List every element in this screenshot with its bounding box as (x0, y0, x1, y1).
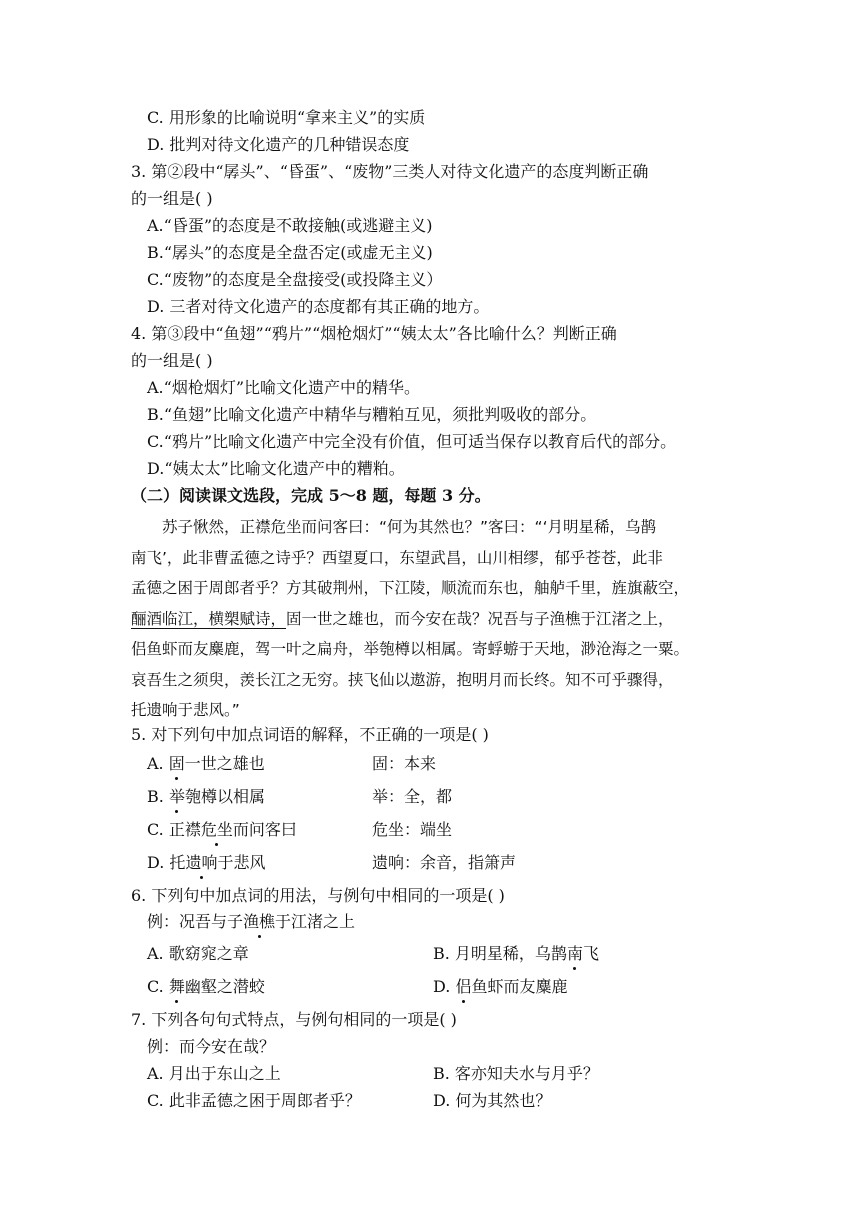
q5-gloss-c: 危坐：端坐 (372, 820, 453, 839)
q5-option-c: C. 正襟危坐而问客曰 (147, 818, 297, 842)
dotted-word: 遗响 (185, 851, 217, 875)
dotted-word: 举 (169, 785, 185, 809)
q7-option-b: B. 客亦知夫水与月乎？ (433, 1064, 599, 1083)
q4-option-c: C.“鸦片”比喻文化遗产中完全没有价值，但可适当保存以教育后代的部分。 (147, 432, 677, 451)
q2-option-d: D. 批判对待文化遗产的几种错误态度 (147, 135, 410, 154)
q6-stem: 6. 下列句中加点词的用法，与例句中相同的一项是( ) (131, 886, 505, 905)
q3-stem: 3. 第②段中“孱头”、“昏蛋”、“废物”三类人对待文化遗产的态度判断正确 (131, 162, 649, 181)
reading-passage (131, 512, 731, 726)
passage-line: 苏子愀然，正襟危坐而问客曰：“何为其然也？”客曰：“‘月明星稀，乌鹊 (162, 518, 657, 536)
q6-option-a: A. 歌窈窕之章 (147, 944, 249, 963)
section-heading: （二）阅读课文选段，完成 5～8 题，每题 3 分。 (131, 486, 491, 505)
dotted-word: 危坐 (201, 818, 233, 842)
q2-option-c: C. 用形象的比喻说明“拿来主义”的实质 (147, 108, 426, 127)
q7-option-a: A. 月出于东山之上 (147, 1064, 281, 1083)
passage-line: 侣鱼虾而友麋鹿，驾一叶之扁舟，举匏樽以相属。寄蜉蝣于天地，渺沧海之一粟。 (131, 640, 690, 658)
passage-line: 孟德之困于周郎者乎？方其破荆州，下江陵，顺流而东也，舳舻千里，旌旗蔽空， (131, 579, 690, 597)
q7-option-d: D. 何为其然也？ (433, 1091, 552, 1110)
passage-line: 南飞’，此非曹孟德之诗乎？西望夏口，东望武昌，山川相缪，郁乎苍苍，此非 (131, 548, 663, 567)
q3-option-d: D. 三者对待文化遗产的态度都有其正确的地方。 (147, 297, 490, 316)
dotted-word: 南 (567, 942, 583, 966)
q6-option-d: D. 侣鱼虾而友麋鹿 (433, 975, 567, 999)
q7-example: 例：而今安在哉？ (147, 1037, 276, 1056)
q3-option-c: C.“废物”的态度是全盘接受(或投降主义） (147, 270, 443, 289)
passage-line: 酾酒临江，横槊赋诗，固一世之雄也，而今安在哉？况吾与子渔樵于江渚之上， (131, 609, 674, 628)
q5-gloss-b: 举：全，都 (372, 787, 453, 806)
q5-option-b: B. 举匏樽以相属 (147, 785, 265, 809)
q5-option-a: A. 固一世之雄也 (147, 752, 265, 776)
q3-option-a: A.“昏蛋”的态度是不敢接触(或逃避主义) (147, 216, 433, 235)
q7-stem: 7. 下列各句句式特点，与例句相同的一项是( ) (131, 1010, 457, 1029)
q4-option-b: B.“鱼翅”比喻文化遗产中精华与糟粕互见，须批判吸收的部分。 (147, 405, 597, 424)
q3-stem-continued: 的一组是( ) (131, 189, 213, 208)
dotted-word: 舞 (169, 975, 185, 999)
q6-option-c: C. 舞幽壑之潜蛟 (147, 975, 265, 999)
q5-stem: 5. 对下列句中加点词语的解释，不正确的一项是( ) (131, 725, 489, 744)
underlined-sentence: 酾酒临江，横槊赋诗， (131, 609, 287, 628)
passage-line: 托遗响于悲风。” (131, 701, 240, 719)
passage-line: 哀吾生之须臾，羡长江之无穷。挟飞仙以遨游，抱明月而长终。知不可乎骤得， (131, 670, 674, 689)
dotted-word: 固 (169, 752, 185, 776)
q7-option-c: C. 此非孟德之困于周郎者乎？ (147, 1091, 361, 1110)
dotted-word: 渔樵 (243, 910, 275, 934)
q4-option-a: A.“烟枪烟灯”比喻文化遗产中的精华。 (147, 378, 421, 397)
q4-stem-continued: 的一组是( ) (131, 351, 213, 370)
q5-option-d: D. 托遗响于悲风 (147, 851, 265, 875)
dotted-word: 侣 (455, 975, 471, 999)
q6-option-b: B. 月明星稀，乌鹊南飞 (433, 942, 599, 966)
q6-example: 例：况吾与子渔樵于江渚之上 (147, 910, 355, 934)
q5-gloss-d: 遗响：余音，指箫声 (372, 853, 517, 872)
q4-stem: 4. 第③段中“鱼翅”“鸦片”“烟枪烟灯”“姨太太”各比喻什么？判断正确 (131, 324, 617, 343)
q3-option-b: B.“孱头”的态度是全盘否定(或虚无主义) (147, 243, 433, 262)
q4-option-d: D.“姨太太”比喻文化遗产中的糟粕。 (147, 459, 405, 478)
q5-gloss-a: 固：本来 (372, 754, 437, 773)
